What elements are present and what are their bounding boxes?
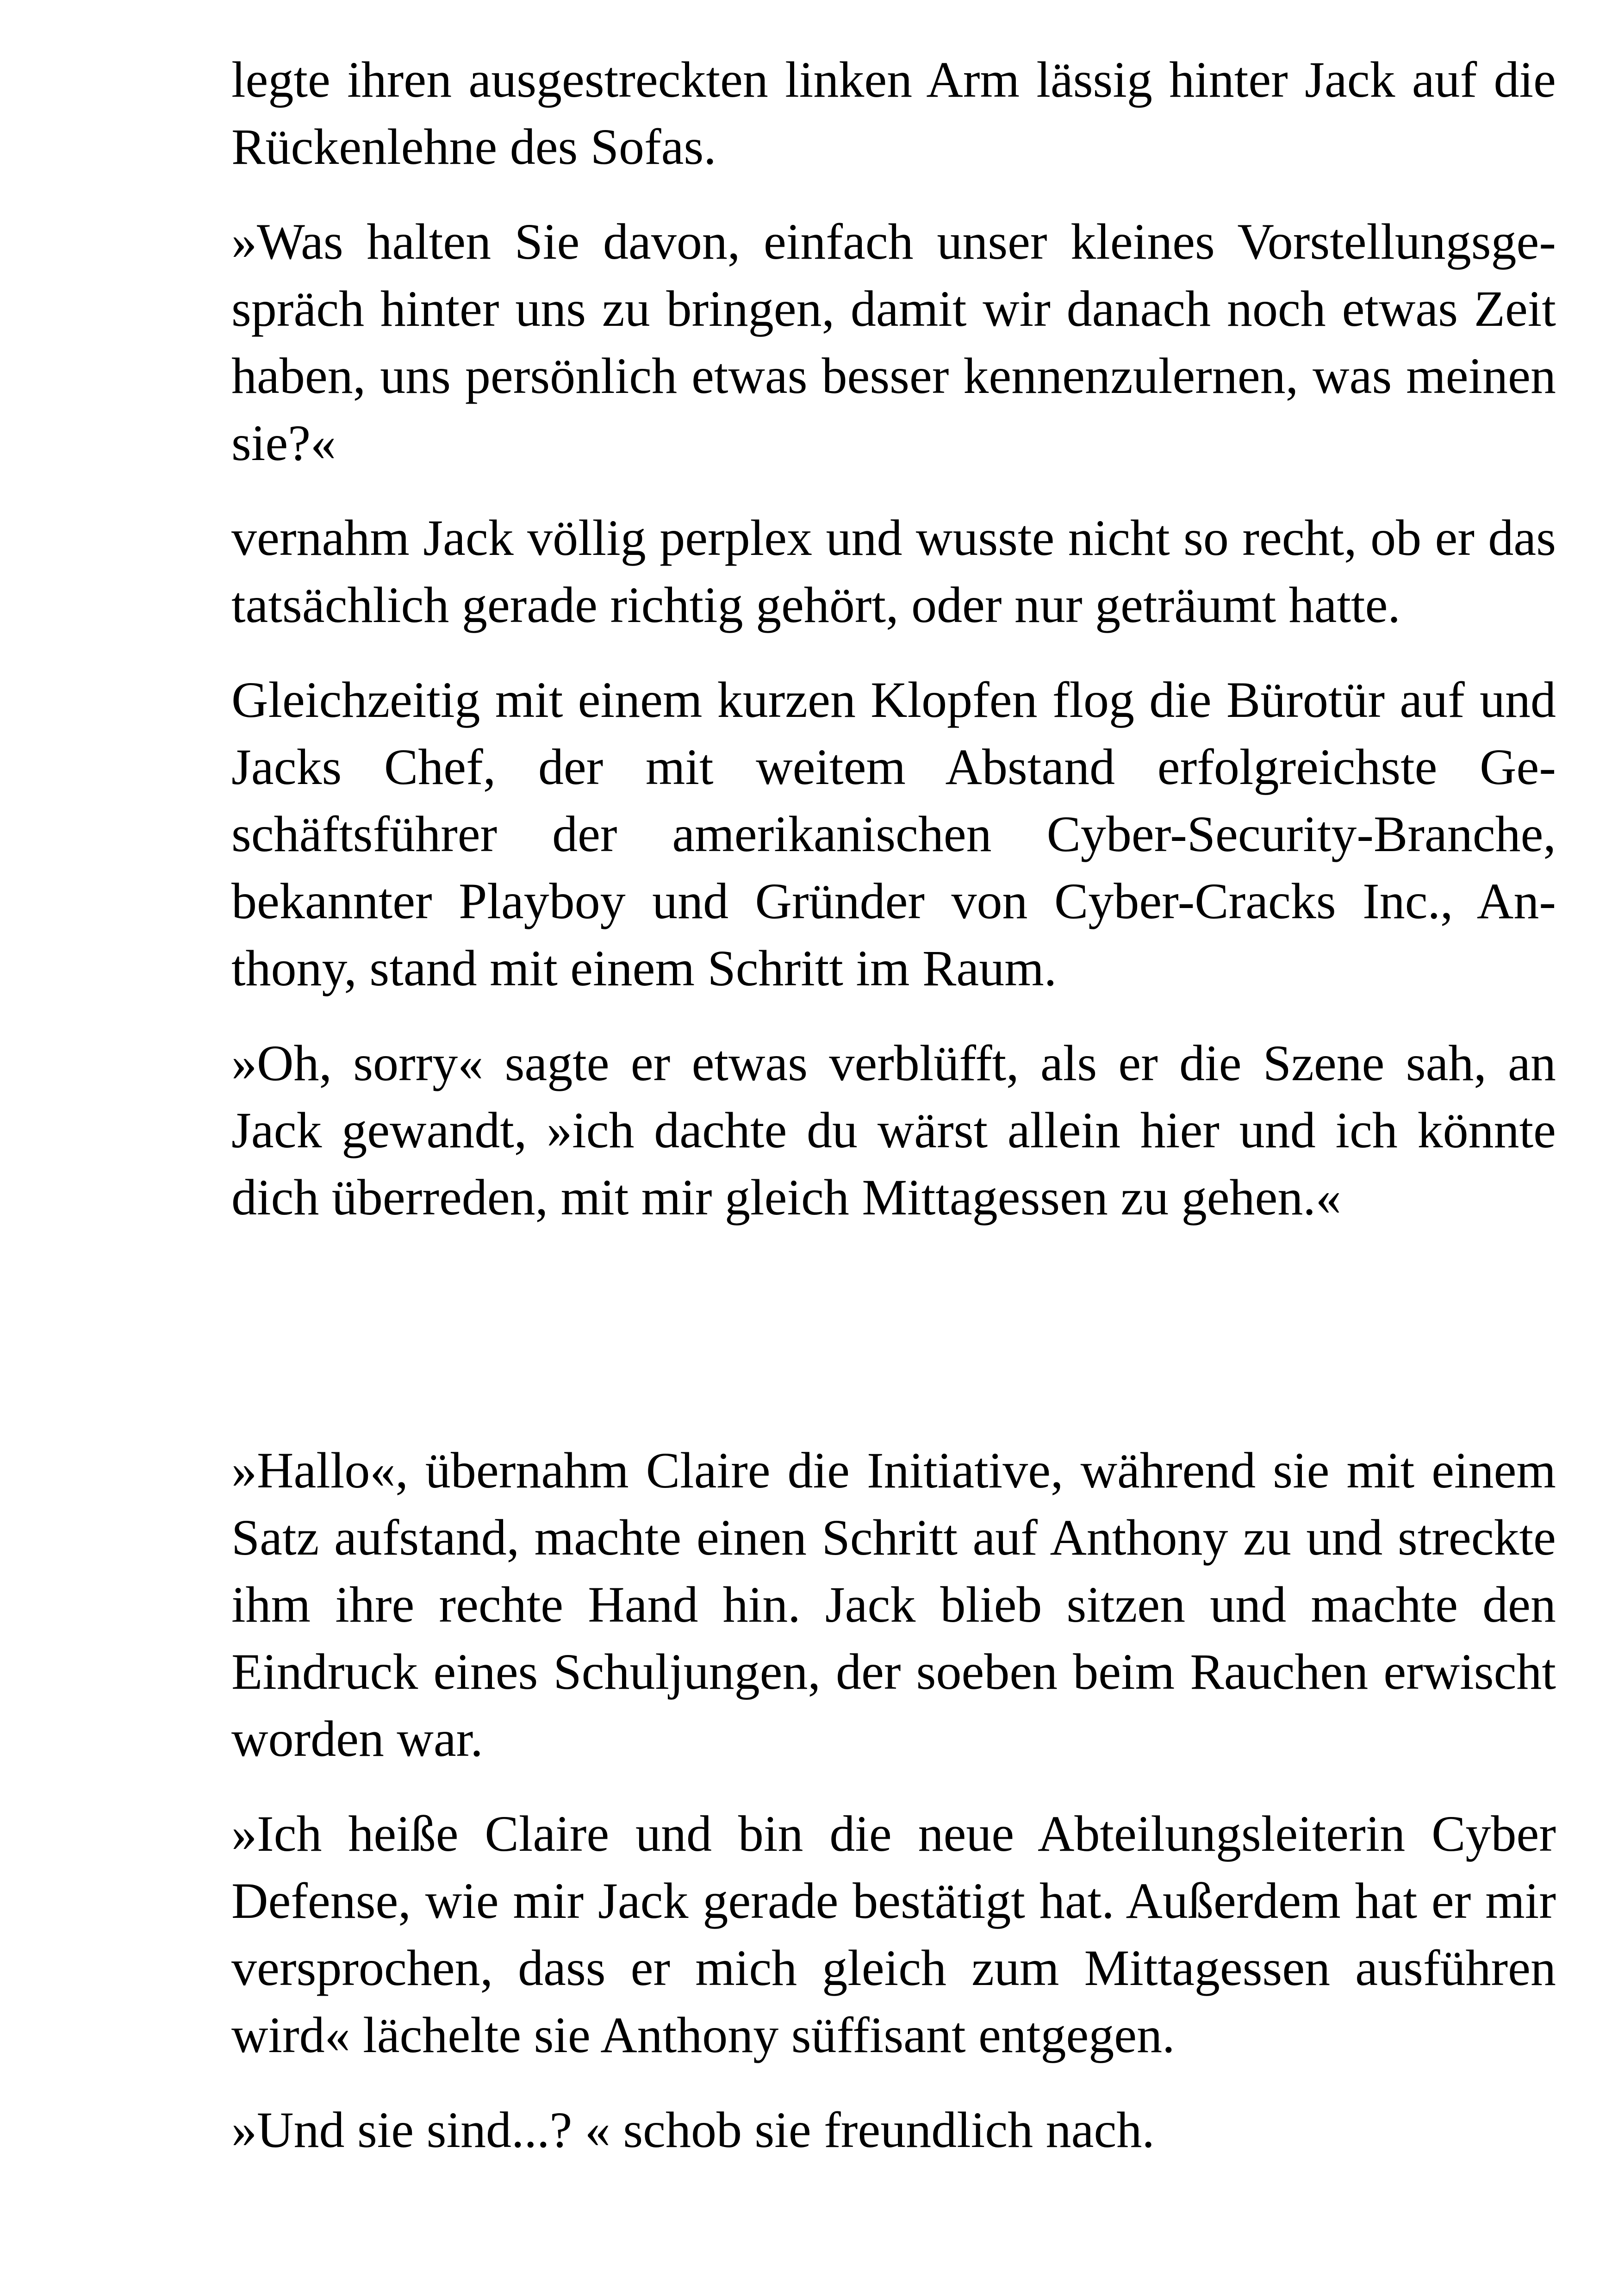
paragraph: »Was halten Sie davon, einfach unser kleines Vorstellungsgespräch hinter uns zu bringen, damit wir danach noch etwas Zeit haben, uns persönlich etwas besser kennenzulernen, was meinen sie?« bbox=[231, 213, 1556, 471]
paragraph: legte ihren ausgestreckten linken Arm lässig hinter Jack auf die Rückenlehne des Sofas. bbox=[231, 51, 1556, 175]
paragraph: »Hallo«, übernahm Claire die Initiative, während sie mit einem Satz aufstand, machte einen Schritt auf Anthony zu und streckte ihm ihre rechte Hand hin. Jack blieb sitzen und machte den Eindruck eines Schuljungen, der soeben beim Rauchen erwischt worden war. bbox=[231, 1442, 1556, 1767]
paragraph: »Oh, sorry« sagte er etwas verblüfft, als er die Szene sah, an Jack gewandt, »ich dachte du wärst allein hier und ich könnte dich überreden, mit mir gleich Mittagessen zu gehen.« bbox=[231, 1035, 1556, 1226]
document-page bbox=[231, 46, 1556, 2191]
paragraph: Gleichzeitig mit einem kurzen Klopfen flog die Bürotür auf und Jacks Chef, der mit weitem Abstand erfolgreichste Geschäftsführer der amerikanischen Cyber-Security-Branche, bekannter Playboy und Gründer von Cyber-Cracks Inc., Anthony, stand mit einem Schritt im Raum. bbox=[231, 672, 1556, 996]
paragraph: »Und sie sind...? « schob sie freundlich nach. bbox=[231, 2102, 1155, 2158]
paragraph: »Ich heiße Claire und bin die neue Abteilungsleiterin Cyber Defense, wie mir Jack gerade bestätigt hat. Außerdem hat er mir versprochen, dass er mich gleich zum Mittagessen ausführen wird« lächelte sie Anthony süffisant entgegen. bbox=[231, 1805, 1556, 2063]
scene-break-space bbox=[231, 1259, 1556, 1437]
paragraph: vernahm Jack völlig perplex und wusste nicht so recht, ob er das tatsächlich gerade richtig gehört, oder nur geträumt hatte. bbox=[231, 510, 1556, 633]
